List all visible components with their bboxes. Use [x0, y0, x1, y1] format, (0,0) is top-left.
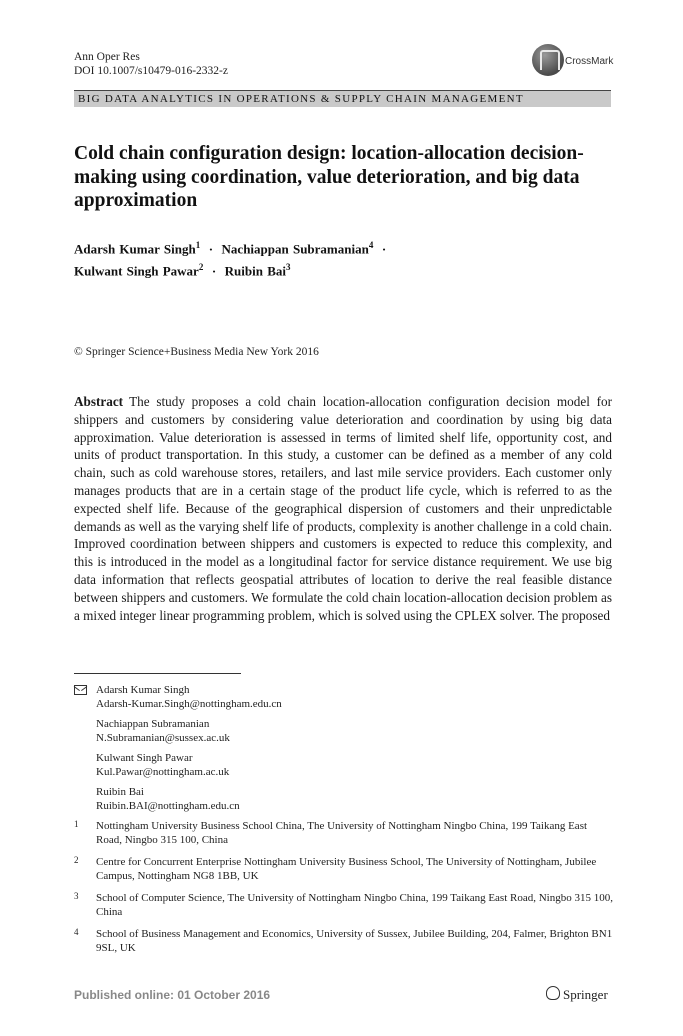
affiliation-text: Nottingham University Business School China, The University of Nottingham Ningbo China, 199 Taikang East Road, Ningbo 315 100, China — [96, 820, 588, 846]
journal-name: Ann Oper Res — [74, 51, 140, 63]
correspondence-block — [74, 683, 614, 963]
crossmark-icon — [532, 44, 564, 76]
author-separator: · — [211, 263, 217, 279]
springer-horse-icon — [546, 986, 560, 1000]
affiliation-number: 2 — [74, 855, 79, 865]
contact-email[interactable]: Ruibin.BAI@nottingham.edu.cn — [96, 800, 240, 812]
crossmark-badge[interactable] — [532, 44, 612, 80]
author-line-1 — [74, 236, 614, 258]
contact-name: Adarsh Kumar Singh — [96, 684, 190, 696]
affiliation-entry — [74, 927, 614, 955]
author-separator: · — [208, 241, 214, 257]
section-band: BIG DATA ANALYTICS IN OPERATIONS & SUPPLY CHAIN MANAGEMENT — [74, 90, 611, 107]
abstract-text: The study proposes a cold chain location-allocation configuration decision model for shippers and customers by considering value deterioration and coordination by using big data approximation. Value deterioration is assessed in terms of limited shelf life, opportunity cost, and units of product transportation. In this study, a customer can be defined as a member of any cold chain, such as cold warehouse stores, retailers, and last mile service providers. Each customer only manages products that are in a certain stage of the product life cycle, which is referred to as the expected shelf life. Because of the geographical dispersion of customers and their unpredictable demands as well as the varying shelf life of products, complexity is another challenge in a cold chain. Improved coordination between shippers and customers is expected to reduce this complexity, and this is introduced in the model as a longitudinal factor for service distance requirement. We use big data information that reflects geospatial attributes of location to derive the real feasible distance between shippers and customers. We formulate the cold chain location-allocation decision problem as a mixed integer linear programming problem, which is solved using the CPLEX solver. The proposed — [74, 394, 612, 623]
journal-header — [74, 50, 228, 78]
affiliation-text: School of Business Management and Economics, University of Sussex, Jubilee Building, 204, Falmer, Brighton BN1 9SL, UK — [96, 928, 613, 954]
contact-name: Ruibin Bai — [96, 786, 144, 798]
contact-name: Nachiappan Subramanian — [96, 718, 210, 730]
affiliation-number: 3 — [74, 891, 79, 901]
published-date: Published online: 01 October 2016 — [74, 988, 271, 1002]
contact-email[interactable]: N.Subramanian@sussex.ac.uk — [96, 732, 230, 744]
author-line-2 — [74, 258, 614, 280]
publisher-logo — [546, 986, 608, 1003]
copyright-notice: © Springer Science+Business Media New York 2016 — [74, 346, 319, 358]
abstract-label: Abstract — [74, 394, 124, 409]
paper-title: Cold chain configuration design: location-allocation decision-making using coordination, value deterioration, and big data approximation — [74, 143, 584, 211]
contact-entry — [74, 683, 614, 711]
publisher-name: Springer — [563, 987, 608, 1002]
affiliation-entry — [74, 891, 614, 919]
affiliation-text: Centre for Concurrent Enterprise Nottingham University Business School, The University of Nottingham, Jubilee Campus, Nottingham NG8 1BB, UK — [96, 856, 597, 882]
author-affiliation-sup: 2 — [198, 262, 204, 273]
affiliation-entry — [74, 855, 614, 883]
affiliation-number: 4 — [74, 927, 79, 937]
affiliation-text: School of Computer Science, The University of Nottingham Ningbo China, 199 Taikang East Road, Ningbo 315 100, China — [96, 892, 613, 918]
author-separator: · — [381, 241, 387, 257]
contact-entry — [74, 751, 614, 779]
contact-email[interactable]: Kul.Pawar@nottingham.ac.uk — [96, 766, 230, 778]
doi[interactable]: DOI 10.1007/s10479-016-2332-z — [74, 65, 228, 77]
author-affiliation-sup: 4 — [368, 240, 374, 250]
author-name[interactable]: Nachiappan Subramanian — [221, 241, 369, 257]
footnote-divider — [74, 673, 241, 674]
author-affiliation-sup: 1 — [195, 240, 201, 250]
contact-entry — [74, 785, 614, 813]
author-list — [74, 236, 614, 281]
contact-name: Kulwant Singh Pawar — [96, 752, 193, 764]
author-name[interactable]: Ruibin Bai — [224, 263, 286, 279]
affiliation-entry — [74, 819, 614, 847]
affiliation-number: 1 — [74, 819, 79, 829]
abstract — [74, 393, 612, 624]
envelope-icon — [74, 685, 87, 695]
contact-entry — [74, 717, 614, 745]
author-name[interactable]: Kulwant Singh Pawar — [74, 263, 199, 279]
crossmark-label: CrossMark — [565, 56, 614, 67]
contact-email[interactable]: Adarsh-Kumar.Singh@nottingham.edu.cn — [96, 698, 282, 710]
author-name[interactable]: Adarsh Kumar Singh — [74, 241, 196, 257]
author-affiliation-sup: 3 — [286, 262, 291, 273]
